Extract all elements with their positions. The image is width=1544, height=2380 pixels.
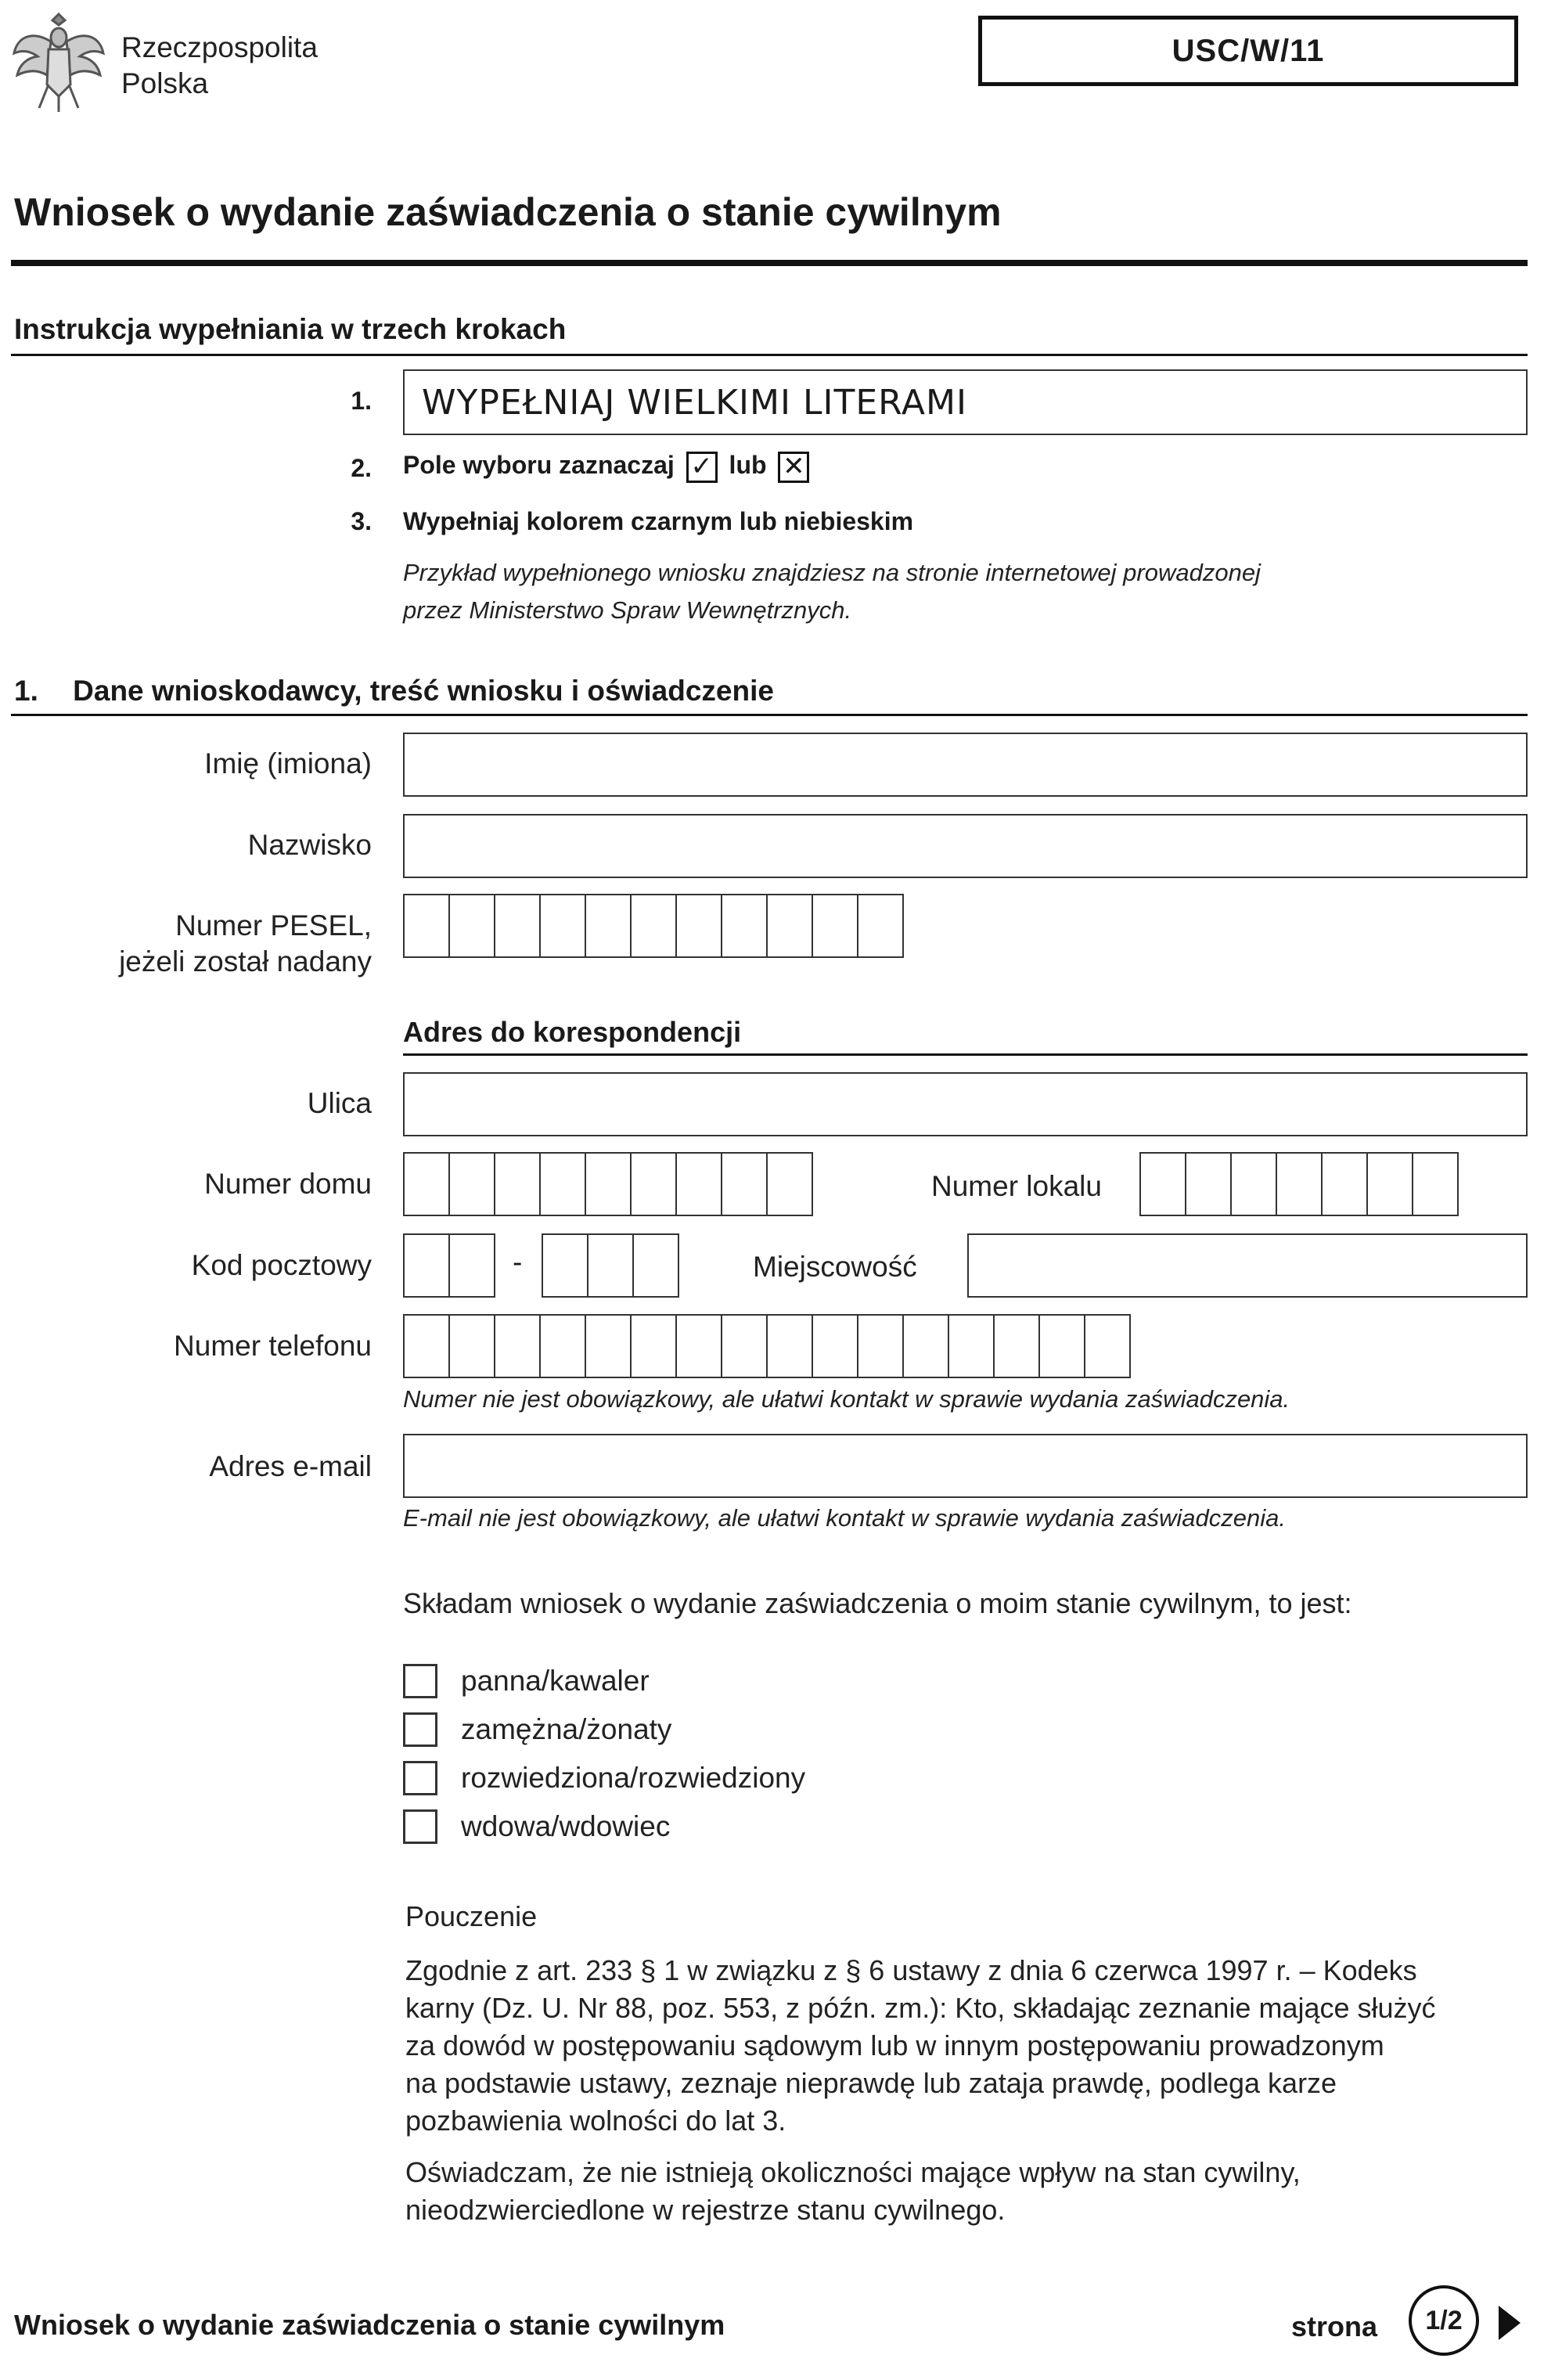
status-option-label: zamężna/żonaty — [461, 1713, 672, 1745]
pesel-label-line-1: Numer PESEL, — [175, 909, 372, 942]
digit-cell[interactable] — [902, 1314, 949, 1378]
digit-cell[interactable] — [1185, 1152, 1232, 1216]
section-1-title: Dane wnioskodawcy, treść wniosku i oświadczenie — [73, 675, 774, 707]
surname-label: Nazwisko — [247, 829, 372, 861]
status-checkbox[interactable] — [403, 1809, 437, 1844]
country-line-2: Polska — [121, 67, 209, 99]
notice-text — [405, 1952, 1436, 2140]
digit-cell[interactable] — [675, 1314, 722, 1378]
flat-number-field[interactable] — [1139, 1152, 1457, 1216]
form-code-box — [978, 16, 1518, 86]
digit-cell[interactable] — [403, 1314, 450, 1378]
phone-field[interactable] — [403, 1314, 1129, 1378]
status-option[interactable] — [403, 1705, 805, 1754]
status-option[interactable] — [403, 1802, 805, 1851]
digit-cell[interactable] — [993, 1314, 1040, 1378]
status-checkbox[interactable] — [403, 1664, 437, 1698]
pesel-label-line-2: jeżeli został nadany — [119, 945, 372, 978]
digit-cell[interactable] — [539, 1314, 586, 1378]
notice-line: za dowód w postępowaniu sądowym lub w innym postępowaniu prowadzonym — [405, 2029, 1384, 2061]
notice-heading: Pouczenie — [405, 1900, 538, 1932]
status-checkbox[interactable] — [403, 1712, 437, 1747]
country-line-1: Rzeczpospolita — [121, 31, 318, 63]
digit-cell[interactable] — [721, 894, 768, 958]
digit-cell[interactable] — [587, 1233, 634, 1298]
digit-cell[interactable] — [1366, 1152, 1413, 1216]
digit-cell[interactable] — [630, 894, 677, 958]
step-2-text — [403, 451, 814, 483]
house-number-label: Numer domu — [204, 1168, 372, 1200]
phone-label: Numer telefonu — [174, 1330, 372, 1362]
notice-line: pozbawienia wolności do lat 3. — [405, 2105, 786, 2137]
digit-cell[interactable] — [1321, 1152, 1368, 1216]
status-option-label: rozwiedziona/rozwiedziony — [461, 1762, 806, 1794]
address-heading: Adres do korespondencji — [403, 1016, 742, 1048]
step-2-or: lub — [729, 451, 767, 479]
city-field[interactable] — [967, 1233, 1528, 1298]
house-number-field[interactable] — [403, 1152, 812, 1216]
note-line-2: przez Ministerstwo Spraw Wewnętrznych. — [403, 596, 852, 624]
digit-cell[interactable] — [585, 1152, 632, 1216]
marital-status-options — [403, 1657, 805, 1851]
postal-code-second-field[interactable] — [542, 1233, 678, 1298]
digit-cell[interactable] — [542, 1233, 588, 1298]
digit-cell[interactable] — [403, 894, 450, 958]
pesel-field[interactable] — [403, 894, 902, 958]
digit-cell[interactable] — [857, 894, 904, 958]
notice-line: na podstawie ustawy, zeznaje nieprawdę lub zataja prawdę, podlega karze — [405, 2067, 1337, 2099]
notice-line: karny (Dz. U. Nr 88, poz. 553, z późn. zm.): Kto, składając zeznanie mające służyć — [405, 1992, 1436, 2024]
digit-cell[interactable] — [1276, 1152, 1323, 1216]
city-label: Miejscowość — [753, 1251, 917, 1283]
instructions-note — [403, 554, 1261, 629]
pesel-label — [12, 908, 372, 980]
digit-cell[interactable] — [539, 1152, 586, 1216]
address-divider — [403, 1053, 1528, 1056]
eagle-emblem-icon — [8, 6, 110, 116]
postal-code-dash: - — [513, 1246, 523, 1278]
page-label: strona — [1291, 2310, 1378, 2342]
email-field[interactable] — [403, 1434, 1528, 1498]
section-1-divider — [11, 714, 1528, 716]
digit-cell[interactable] — [721, 1152, 768, 1216]
digit-cell[interactable] — [539, 894, 586, 958]
digit-cell[interactable] — [585, 1314, 632, 1378]
digit-cell[interactable] — [766, 1152, 813, 1216]
instructions-divider — [11, 354, 1528, 356]
declaration-line: nieodzwierciedlone w rejestrze stanu cywilnego. — [405, 2194, 1006, 2226]
digit-cell[interactable] — [448, 894, 495, 958]
first-name-field[interactable] — [403, 733, 1528, 797]
digit-cell[interactable] — [585, 894, 632, 958]
digit-cell[interactable] — [494, 1152, 541, 1216]
step-2-number: 2. — [351, 454, 372, 482]
email-note: E-mail nie jest obowiązkowy, ale ułatwi kontakt w sprawie wydania zaświadczenia. — [403, 1504, 1286, 1532]
section-1-number: 1. — [14, 675, 38, 707]
step-1-example-box — [403, 369, 1528, 435]
digit-cell[interactable] — [494, 894, 541, 958]
digit-cell[interactable] — [675, 894, 722, 958]
digit-cell[interactable] — [630, 1152, 677, 1216]
status-option-label: wdowa/wdowiec — [461, 1810, 671, 1842]
street-field[interactable] — [403, 1072, 1528, 1136]
flat-number-label: Numer lokalu — [931, 1170, 1102, 1202]
digit-cell[interactable] — [1139, 1152, 1186, 1216]
digit-cell[interactable] — [812, 1314, 858, 1378]
digit-cell[interactable] — [448, 1314, 495, 1378]
status-option[interactable] — [403, 1754, 805, 1802]
check-mark-icon: ✓ — [686, 452, 718, 483]
step-2-prefix: Pole wyboru zaznaczaj — [403, 451, 675, 479]
digit-cell[interactable] — [1412, 1152, 1459, 1216]
phone-note: Numer nie jest obowiązkowy, ale ułatwi kontakt w sprawie wydania zaświadczenia. — [403, 1385, 1290, 1413]
status-checkbox[interactable] — [403, 1761, 437, 1795]
footer-title: Wniosek o wydanie zaświadczenia o stanie cywilnym — [14, 2309, 725, 2341]
step-3-number: 3. — [351, 507, 372, 535]
surname-field[interactable] — [403, 814, 1528, 878]
digit-cell[interactable] — [403, 1233, 450, 1298]
postal-code-first-field[interactable] — [403, 1233, 494, 1298]
step-1-example-text: WYPEŁNIAJ WIELKIMI LITERAMI — [422, 382, 967, 423]
postal-code-label: Kod pocztowy — [191, 1249, 372, 1281]
status-option-label: panna/kawaler — [461, 1665, 650, 1697]
digit-cell[interactable] — [1084, 1314, 1131, 1378]
step-1-number: 1. — [351, 387, 372, 415]
declaration-text — [405, 2154, 1301, 2229]
digit-cell[interactable] — [630, 1314, 677, 1378]
section-1-heading — [14, 675, 774, 708]
notice-line: Zgodnie z art. 233 § 1 w związku z § 6 ustawy z dnia 6 czerwca 1997 r. – Kodeks — [405, 1954, 1417, 1986]
digit-cell[interactable] — [675, 1152, 722, 1216]
digit-cell[interactable] — [812, 894, 858, 958]
digit-cell[interactable] — [448, 1152, 495, 1216]
note-line-1: Przykład wypełnionego wniosku znajdziesz na stronie internetowej prowadzonej — [403, 559, 1261, 586]
digit-cell[interactable] — [403, 1152, 450, 1216]
country-name — [121, 30, 318, 102]
digit-cell[interactable] — [494, 1314, 541, 1378]
page-title: Wniosek o wydanie zaświadczenia o stanie cywilnym — [14, 190, 1002, 234]
digit-cell[interactable] — [632, 1233, 679, 1298]
first-name-label: Imię (imiona) — [204, 747, 372, 780]
next-page-arrow-icon[interactable] — [1499, 2306, 1521, 2340]
form-code: USC/W/11 — [1171, 33, 1325, 68]
title-divider — [11, 260, 1528, 266]
digit-cell[interactable] — [721, 1314, 768, 1378]
digit-cell[interactable] — [1230, 1152, 1277, 1216]
digit-cell[interactable] — [1038, 1314, 1085, 1378]
digit-cell[interactable] — [948, 1314, 995, 1378]
digit-cell[interactable] — [857, 1314, 904, 1378]
instructions-heading: Instrukcja wypełniania w trzech krokach — [14, 313, 567, 345]
page-number: 1/2 — [1425, 2305, 1463, 2335]
x-mark-icon: ✕ — [778, 452, 809, 483]
street-label: Ulica — [307, 1087, 372, 1119]
request-text: Składam wniosek o wydanie zaświadczenia o moim stanie cywilnym, to jest: — [403, 1587, 1352, 1619]
status-option[interactable] — [403, 1657, 805, 1705]
digit-cell[interactable] — [766, 1314, 813, 1378]
digit-cell[interactable] — [448, 1233, 495, 1298]
declaration-line: Oświadczam, że nie istnieją okoliczności mające wpływ na stan cywilny, — [405, 2156, 1301, 2188]
email-label: Adres e-mail — [209, 1450, 372, 1482]
page-number-badge — [1409, 2285, 1479, 2356]
step-3-text: Wypełniaj kolorem czarnym lub niebieskim — [403, 507, 914, 535]
digit-cell[interactable] — [766, 894, 813, 958]
